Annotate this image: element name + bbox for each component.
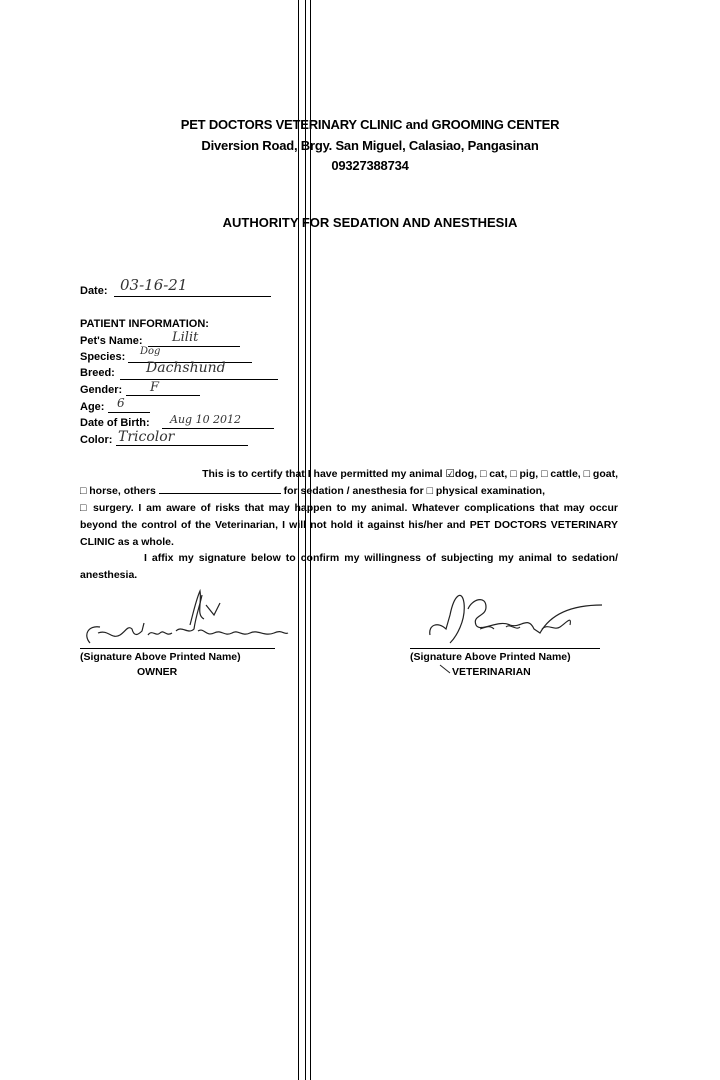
gender-line [126, 395, 200, 396]
vet-caption: (Signature Above Printed Name) [410, 651, 571, 663]
date-value: 03-16-21 [120, 276, 188, 294]
clinic-name: PET DOCTORS VETERINARY CLINIC and GROOMING CENTER [180, 117, 560, 132]
color-label: Color: [80, 434, 113, 446]
vet-role: VETERINARIAN [452, 666, 531, 678]
pet-name-value: Lilit [172, 330, 199, 345]
gender-value: F [150, 380, 160, 395]
purpose-text: for sedation / anesthesia for [283, 485, 424, 497]
goat-checkbox: □ [583, 468, 590, 480]
statement-line-1 [80, 466, 618, 483]
gender-label: Gender: [80, 384, 123, 396]
physical-checkbox: □ [426, 485, 433, 497]
date-label: Date: [80, 285, 108, 297]
date-line [114, 296, 271, 297]
pig-option: pig, [519, 468, 539, 480]
species-value: Dog [140, 346, 161, 357]
statement-line-2 [80, 483, 618, 500]
cat-option: cat, [489, 468, 508, 480]
goat-option: goat, [592, 468, 618, 480]
dob-label: Date of Birth: [80, 417, 150, 429]
age-line [108, 412, 150, 413]
patient-info-heading: PATIENT INFORMATION: [80, 318, 209, 330]
horse-option: horse, others [89, 485, 156, 497]
statement-line-3 [80, 500, 618, 551]
cat-checkbox: □ [479, 468, 487, 480]
affirm-paragraph [80, 550, 618, 584]
cattle-checkbox: □ [541, 468, 548, 480]
dog-checkbox: ☑ [445, 468, 455, 480]
species-label: Species: [80, 351, 126, 363]
owner-signature-line [80, 648, 275, 649]
age-value: 6 [117, 396, 125, 410]
color-value: Tricolor [118, 429, 175, 445]
document-title: AUTHORITY FOR SEDATION AND ANESTHESIA [222, 215, 518, 230]
pet-name-line [148, 346, 240, 347]
surgery-text: surgery. I am aware of risks that may happen to my animal. Whatever complications that may occur beyond the control of the Veterinarian, I will not hold it against his/her and PET DOCTORS VETERINARY CLINIC as a whole. [80, 502, 619, 548]
statement-intro: This is to certify that I have permitted my animal [202, 468, 443, 480]
color-line [116, 445, 248, 446]
surgery-checkbox: □ [80, 502, 89, 514]
vet-signature-line [410, 648, 600, 649]
breed-value: Dachshund [146, 360, 226, 376]
dog-option: dog, [454, 468, 478, 480]
dob-line [162, 428, 274, 429]
affirm-text: I affix my signature below to confirm my willingness of subjecting my animal to sedation/ anesthesia. [80, 552, 618, 581]
dob-value: Aug 10 2012 [170, 413, 242, 426]
clinic-phone: 09327388734 [331, 158, 409, 173]
owner-signature [78, 585, 293, 650]
breed-line [120, 379, 278, 380]
others-blank [159, 483, 281, 494]
physical-option: physical examination, [435, 485, 545, 497]
breed-label: Breed: [80, 367, 115, 379]
age-label: Age: [80, 401, 105, 413]
pig-checkbox: □ [510, 468, 517, 480]
cattle-option: cattle, [550, 468, 581, 480]
owner-role: OWNER [137, 666, 178, 678]
horse-checkbox: □ [80, 485, 87, 497]
owner-caption: (Signature Above Printed Name) [80, 651, 241, 663]
clinic-address: Diversion Road, Brgy. San Miguel, Calasiao, Pangasinan [201, 138, 539, 153]
pet-name-label: Pet's Name: [80, 335, 143, 347]
